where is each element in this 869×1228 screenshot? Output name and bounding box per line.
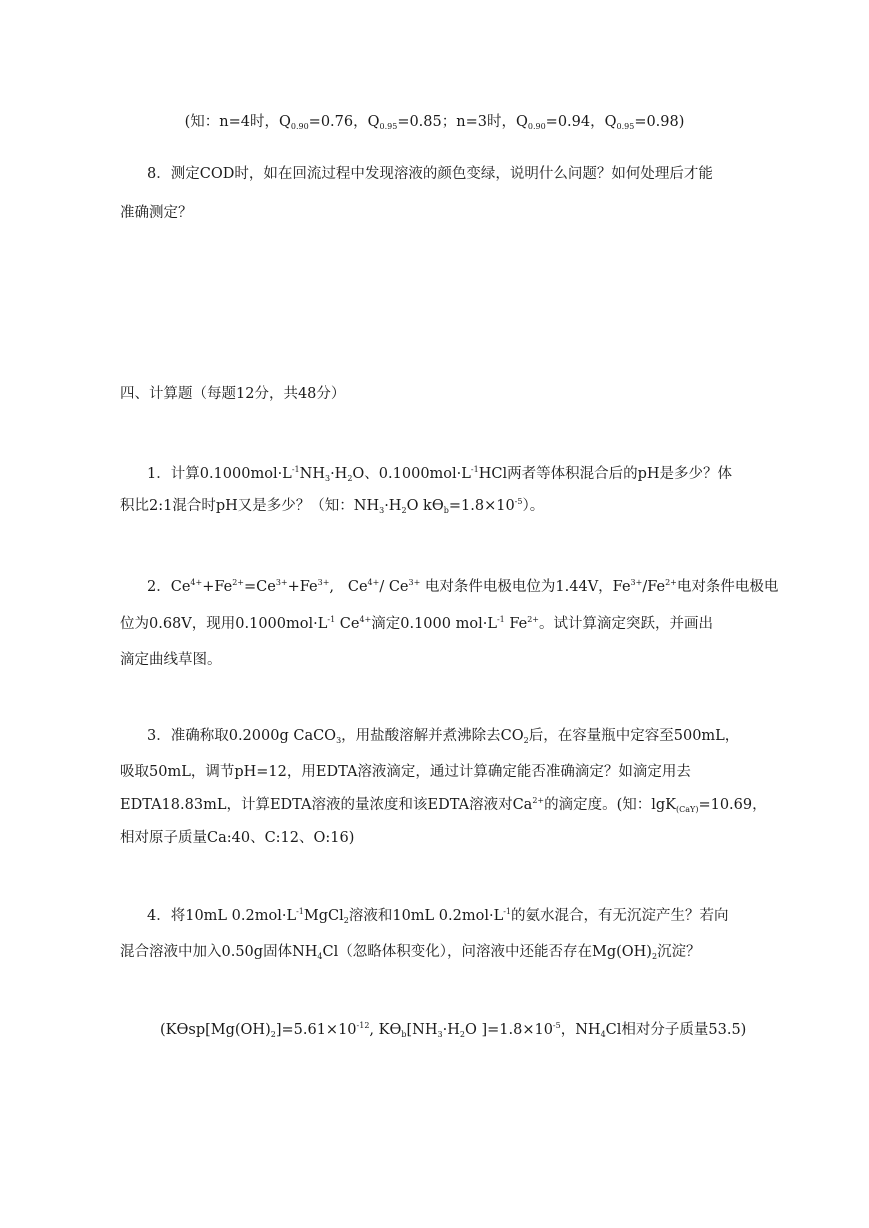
problem-3-line-1: 3．准确称取0.2000g CaCO$_3$，用盐酸溶解并煮沸除去$CO_2$后，在容量瓶中定容至500mL， <box>147 728 740 745</box>
problem-2-line-2: 位为0.68V，现用$0.1000mol\cdot L^{-1}$ $Ce^{4+}$滴定0.1000 $mol\cdot L^{-1}$ $Fe^{2+}$。试计算滴定突跃，并画出 <box>120 615 714 632</box>
problem-2-line-3: 滴定曲线草图。 <box>120 652 222 668</box>
problem-3-line-2: 吸取50mL，调节pH=12，用EDTA溶液滴定，通过计算确定能否准确滴定？如滴定用去 <box>120 764 691 780</box>
problem-3-line-4: 相对原子质量Ca:40、C:12、O:16) <box>120 830 355 846</box>
problem-4-line-2: 混合溶液中加入0.50g固体$NH_4Cl$（忽略体积变化），问溶液中还能否存在$Mg(OH)_2$沉淀？ <box>120 944 701 961</box>
question-8-line-1: 8．测定COD时，如在回流过程中发现溶液的颜色变绿，说明什么问题？如何处理后才能 <box>147 166 713 182</box>
problem-4-line-1: 4．将10mL $0.2mol\cdot L^{-1}MgCl_2$溶液和10mL $0.2mol\cdot L^{-1}$的氨水混合，有无沉淀产生？若向 <box>147 907 729 925</box>
problem-4-constants: ($Kϴsp[Mg(OH)_2]=5.61\times 10^{-12}$, $Kϴ_b[NH_3\cdot H_2O$ ]$=1.8\times 10^{-5}$，$NH_4Cl$相对分子质量53.5) <box>160 1021 747 1039</box>
problem-1-line-2: 积比2:1混合时pH又是多少？（知：$NH_3\cdot H_2O$ $kϴ_b=1.8\times 10^{-5}$）。 <box>120 497 545 515</box>
section-title: 四、计算题（每题12分，共48分） <box>120 386 346 402</box>
problem-2-line-1: 2．$Ce^{4+}+Fe^{2+}=Ce^{3+}+Fe^{3+}$, $Ce^{4+}/$ $Ce^{3+}$ 电对条件电极电位为1.44V，$Fe^{3+}/Fe^{2+}$电对条件电极电 <box>147 578 779 595</box>
q-table-hint: (知：n=4时，$Q_{0.90}=0.76$，$Q_{0.95}=0.85$；n=3时，$Q_{0.90}=0.94$，$Q_{0.95}=0.98$) <box>184 114 685 131</box>
problem-1-line-1: 1．计算$0.1000mol\cdot L^{-1}NH_3\cdot H_2O$、$0.1000mol\cdot L^{-1}HCl$两者等体积混合后的pH是多少？体 <box>147 465 733 483</box>
question-8-line-2: 准确测定？ <box>120 205 193 221</box>
problem-3-line-3: EDTA18.83mL，计算EDTA溶液的量浓度和该EDTA溶液对$Ca^{2+}$的滴定度。(知：lgK$_{(CaY)}$=10.69， <box>120 796 767 814</box>
